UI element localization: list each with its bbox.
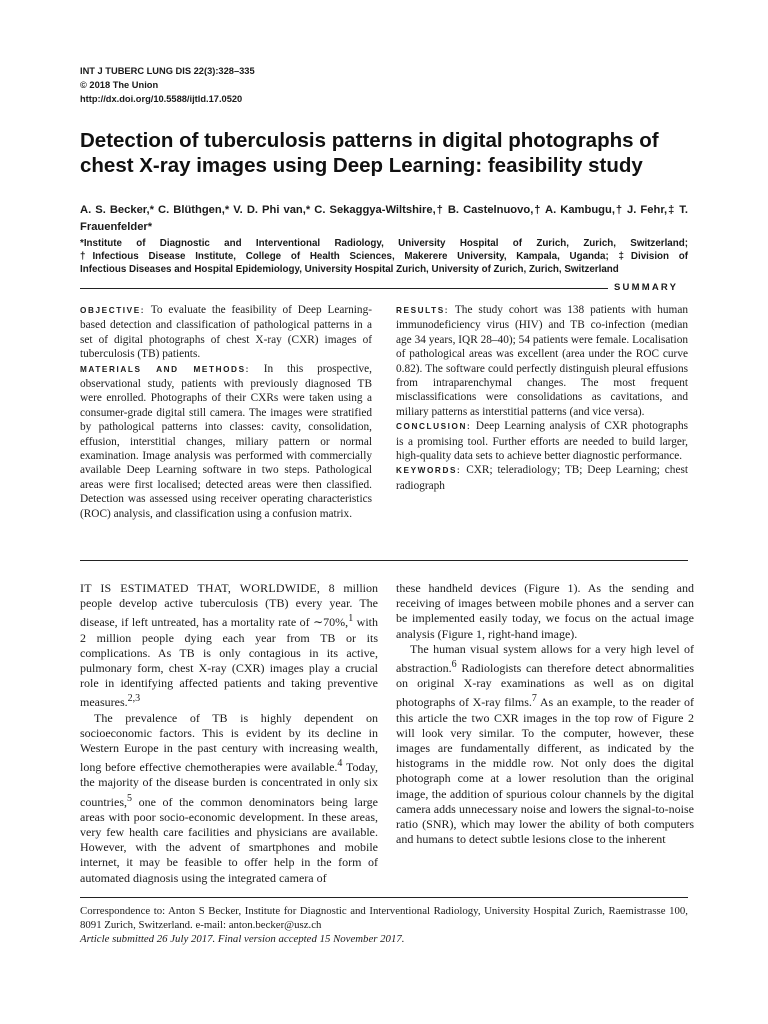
- body-paragraph: [80, 581, 378, 711]
- reference-mark: 4: [337, 758, 343, 770]
- reference-mark: 2,3: [127, 693, 141, 705]
- conclusion-label: CONCLUSION:: [396, 422, 472, 432]
- results-label: RESULTS:: [396, 306, 450, 315]
- methods-text: In this prospective, observational study, patients with previously diagnosed TB were enrolled. Photographs of their CXRs were taken using a consumer-grade digital still camera. The images were stratified by pathological patterns into classes: cavity, consolidation, effusion, interstitial changes, miliary pattern or normal examination. Image analysis was performed with commercially available Deep Learning software in two steps. Pathological areas were first localised; detected areas were then classified. Detection was assessed using receiver operating characteristics (ROC) analysis, and classification using a confusion matrix.: [80, 362, 372, 520]
- doi-link[interactable]: http://dx.doi.org/10.5588/ijtld.17.0520: [80, 94, 243, 104]
- reference-mark: 1: [348, 613, 354, 625]
- body-right-column: [396, 581, 694, 847]
- footnote: [80, 904, 688, 946]
- body-divider: [80, 560, 688, 561]
- body-text: As an example, to the reader of this article the two CXR images in the top row of Figure 2 will look very similar. To the computer, however, these images are fundamentally different, as indicated by the histograms in the middle row. Not only does the digital photograph come at a lower resolution than the original image, the addition of spurious colour channels by the digital camera adds unnecessary noise and lowers the signal-to-noise ratio (SNR), which may lower the ability of both computers and humans to detect subtle lesions close to the inherent: [396, 695, 694, 847]
- body-text: The human visual system allows for a very high level of abstraction.: [396, 641, 694, 676]
- body-text: one of the common denominators being large areas with poor socio-economic development. In these areas, very few health care facilities and physicians are available. However, with the advent of smartphones and mobile internet, it may be feasible to offer help in the form of automated diagnosis using the integrated camera of: [80, 794, 378, 885]
- lead-in-caps: IT IS ESTIMATED THAT, WORLDWIDE,: [80, 581, 321, 595]
- body-paragraph: [80, 711, 378, 886]
- objective-text: To evaluate the feasibility of Deep Learning-based detection and classification of pathological patterns in a set of digital photographs of chest X-ray (CXR) images of tuberculosis (TB) patients.: [80, 304, 372, 361]
- body-text: Today, the majority of the disease burden is concentrated in only six countries,: [80, 760, 378, 809]
- methods-label: MATERIALS AND METHODS:: [80, 364, 250, 374]
- conclusion-text: Deep Learning analysis of CXR photographs is a promising tool. Further efforts are needed to build larger, high-quality data sets to achieve better diagnostic performance.: [396, 420, 688, 463]
- results-text: The study cohort was 138 patients with human immunodeficiency virus (HIV) and TB co-infection (median age 34 years, IQR 28–40); 54 patients were female. Localisation of pathological areas was excellent (area under the ROC curve 0.82). The software could perfectly distinguish pleural effusions from intraparenchymal changes. The most frequent misclassifications were consolidations as cavitations, and miliary patterns as interstitial patterns (and vice versa).: [396, 304, 689, 418]
- reference-mark: 5: [127, 792, 132, 804]
- keywords-label: KEYWORDS:: [396, 466, 462, 476]
- body-text: 8 million people develop active tuberculosis (TB) every year. The disease, if left untreated, has a mortality rate of ∼70%,: [80, 581, 378, 630]
- abstract-keywords: [396, 463, 688, 493]
- affiliation-line: †Infectious Disease Institute, College of Health Sciences, Makerere University, Kampala, Uganda; ‡Division of: [80, 251, 688, 263]
- objective-label: OBJECTIVE:: [80, 306, 146, 315]
- keywords-text: CXR; teleradiology; TB; Deep Learning; chest radiograph: [396, 464, 688, 492]
- body-text: Radiologists can therefore detect abnormalities on original X-ray examinations as well as on digital photographs of X-ray films.: [396, 661, 694, 710]
- journal-header: [80, 64, 255, 106]
- abstract-methods: [80, 362, 372, 521]
- submission-dates: Article submitted 26 July 2017. Final version accepted 15 November 2017.: [80, 933, 405, 945]
- author-list: A. S. Becker,* C. Blüthgen,* V. D. Phi van,* C. Sekaggya-Wiltshire,† B. Castelnuovo,† A. Kambugu,† J. Fehr,‡ T. Frauenfelder*: [80, 204, 688, 233]
- article-title: Detection of tuberculosis patterns in digital photographs of chest X-ray images using Deep Learning: feasibility study: [80, 129, 659, 177]
- abstract-left-column: [80, 303, 372, 521]
- reference-mark: 6: [451, 659, 457, 671]
- affiliation-line: *Institute of Diagnostic and Interventional Radiology, University Hospital of Zurich, Zurich, Switzerland;: [80, 238, 688, 249]
- journal-citation: INT J TUBERC LUNG DIS 22(3):328–335: [80, 66, 255, 76]
- correspondence-note: Correspondence to: Anton S Becker, Institute for Diagnostic and Interventional Radiology, University Hospital Zurich, Raemistrasse 100, 8091 Zurich, Switzerland. e-mail: anton.becker@usz.ch: [80, 905, 688, 931]
- abstract-results: [396, 303, 688, 419]
- body-text: The prevalence of TB is highly dependent on socioeconomic factors. This is evident by its decline in Western Europe in the past century with increasing wealth, long before effective chemotherapies were available.: [80, 710, 378, 775]
- affiliations: [80, 237, 688, 277]
- summary-heading: SUMMARY: [614, 282, 679, 293]
- summary-divider: [80, 288, 608, 289]
- body-paragraph: these handheld devices (Figure 1). As the sending and receiving of images between mobile phones and a server can be implemented easily today, we focus on the actual image analysis (Figure 1, right-hand image).: [396, 581, 694, 641]
- abstract-objective: [80, 303, 372, 362]
- body-text: with 2 million people dying each year from TB or its complications. As TB is only contagious in its active, pulmonary form, chest X-ray (CXR) images play a crucial role in identifying affected patients and taking preventive measures.: [80, 615, 378, 710]
- abstract-right-column: [396, 303, 688, 493]
- footnote-divider: [80, 897, 688, 898]
- copyright-line: © 2018 The Union: [80, 80, 159, 90]
- abstract-conclusion: [396, 419, 688, 463]
- affiliation-line: Infectious Diseases and Hospital Epidemiology, University Hospital Zurich, University of Zurich, Zurich, Switzerland: [80, 264, 619, 276]
- reference-mark: 7: [531, 693, 537, 705]
- body-left-column: [80, 581, 378, 886]
- body-paragraph: [396, 642, 694, 848]
